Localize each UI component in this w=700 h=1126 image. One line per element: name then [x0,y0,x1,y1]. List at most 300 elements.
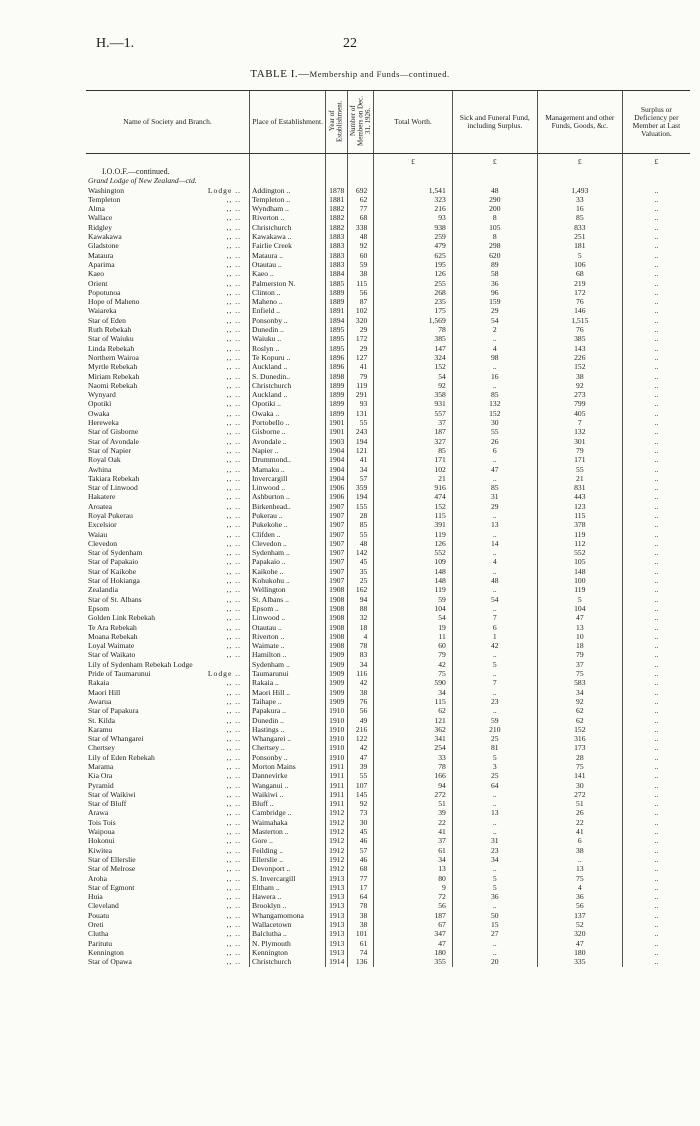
blank-cell [374,176,452,185]
place-cell: Bluff .. [250,799,326,808]
members-cell: 338 [348,223,374,232]
members-cell: 45 [348,557,374,566]
table-row [86,725,690,734]
place-cell: Christchurch [250,223,326,232]
ditto-mark: ,, .. [226,557,242,567]
surplus-cell: .. [622,418,690,427]
branch-name: Naomi Rebekah [88,380,138,390]
members-cell: 39 [348,762,374,771]
surplus-cell: .. [622,650,690,659]
place-cell: Opotiki .. [250,399,326,408]
branch-name-wrapper [88,595,247,604]
place-cell: Whangamomona [250,911,326,920]
table-row [86,511,690,520]
total-worth-cell: 79 [374,650,452,659]
ditto-mark: ,, .. [226,399,242,409]
branch-name-cell [86,325,250,334]
ditto-mark: ,, .. [226,789,242,799]
surplus-cell: .. [622,585,690,594]
branch-name-wrapper [88,623,247,632]
table-row [86,743,690,752]
page-number: 22 [343,36,357,51]
branch-name: Star of Waiuku [88,334,134,344]
sick-fund-cell: 16 [452,372,537,381]
place-cell: Hawera .. [250,892,326,901]
unit-sick-fund: £ [452,154,537,168]
sick-fund-cell: .. [452,901,537,910]
members-cell: 107 [348,781,374,790]
total-worth-cell: 931 [374,399,452,408]
branch-name-cell [86,213,250,222]
table-row [86,716,690,725]
members-cell: 60 [348,251,374,260]
year-cell: 1913 [326,901,348,910]
table-row [86,585,690,594]
total-worth-cell: 474 [374,492,452,501]
branch-name: Waiau [88,529,108,539]
surplus-cell: .. [622,688,690,697]
units-blank [348,154,374,168]
branch-name: Opotiki [88,399,112,409]
col-header-members-text: Number of Members on Dec. 31, 1926. [349,96,373,146]
branch-name: Takiara Rebekah [88,473,140,483]
branch-name: Excelsior [88,520,117,530]
branch-name-cell [86,957,250,966]
total-worth-cell: 324 [374,353,452,362]
year-cell: 1907 [326,576,348,585]
branch-name-wrapper [88,678,247,687]
branch-name: Linda Rebekah [88,343,135,353]
blank-cell [348,176,374,185]
sick-fund-cell: 152 [452,409,537,418]
sick-fund-cell: .. [452,818,537,827]
branch-name: Star of Bluff [88,799,127,809]
management-cell: 272 [537,790,622,799]
year-cell: 1909 [326,688,348,697]
branch-name-cell [86,520,250,529]
branch-name: Hakatere [88,492,116,502]
members-cell: 68 [348,213,374,222]
branch-name: Star of Avondale [88,436,139,446]
branch-name: Golden Link Rebekah [88,613,156,623]
management-cell: 34 [537,688,622,697]
year-cell: 1908 [326,613,348,622]
branch-name-wrapper [88,576,247,585]
management-cell: 76 [537,297,622,306]
ditto-mark: ,, .. [226,520,242,530]
surplus-cell: .. [622,911,690,920]
ditto-mark: ,, .. [226,910,242,920]
total-worth-cell: 115 [374,511,452,520]
table-row [86,864,690,873]
total-worth-cell: 93 [374,213,452,222]
branch-name-wrapper [88,409,247,418]
place-cell: Wellington [250,585,326,594]
place-cell: Maheno .. [250,297,326,306]
total-worth-cell: 75 [374,669,452,678]
ditto-mark: ,, .. [226,882,242,892]
table-row [86,892,690,901]
branch-name-wrapper [88,334,247,343]
branch-name-cell [86,306,250,315]
surplus-cell: .. [622,706,690,715]
surplus-cell: .. [622,808,690,817]
members-cell: 77 [348,874,374,883]
total-worth-cell: 121 [374,716,452,725]
total-worth-cell: 119 [374,530,452,539]
branch-name-wrapper [88,372,247,381]
surplus-cell: .. [622,204,690,213]
branch-name-cell [86,641,250,650]
surplus-cell: .. [622,260,690,269]
sick-fund-cell: 1 [452,632,537,641]
surplus-cell: .. [622,427,690,436]
year-cell: 1911 [326,790,348,799]
management-cell: 219 [537,279,622,288]
place-cell: S. Invercargill [250,874,326,883]
table-row [86,502,690,511]
sick-fund-cell: .. [452,585,537,594]
branch-name-cell [86,855,250,864]
surplus-cell: .. [622,604,690,613]
sick-fund-cell: 3 [452,762,537,771]
total-worth-cell: 37 [374,836,452,845]
place-cell: Morton Mains [250,762,326,771]
surplus-cell: .. [622,716,690,725]
members-cell: 172 [348,334,374,343]
place-cell: Mamaku .. [250,465,326,474]
sick-fund-cell: 54 [452,316,537,325]
branch-name: Maori Hill [88,687,121,697]
sick-fund-cell: 30 [452,418,537,427]
ditto-mark: ,, .. [226,566,242,576]
total-worth-cell: 34 [374,855,452,864]
sick-fund-cell: 132 [452,399,537,408]
surplus-cell: .. [622,948,690,957]
ditto-mark: ,, .. [226,492,242,502]
branch-name-cell [86,483,250,492]
year-cell: 1907 [326,557,348,566]
management-cell: 799 [537,399,622,408]
table-row [86,846,690,855]
ditto-mark: ,, .. [226,548,242,558]
branch-name-wrapper [88,846,247,855]
branch-name-cell [86,334,250,343]
branch-name-wrapper [88,539,247,548]
total-worth-cell: 37 [374,418,452,427]
surplus-cell: .. [622,409,690,418]
total-worth-cell: 11 [374,632,452,641]
management-cell: 251 [537,232,622,241]
sick-fund-cell: 6 [452,446,537,455]
table-row [86,818,690,827]
table-row [86,381,690,390]
members-cell: 359 [348,483,374,492]
blank-cell [622,176,690,185]
branch-name-wrapper [88,771,247,780]
year-cell: 1909 [326,660,348,669]
branch-name-cell [86,390,250,399]
members-cell: 79 [348,372,374,381]
sick-fund-cell: 31 [452,836,537,845]
place-cell: Kaikohe .. [250,567,326,576]
table-row [86,790,690,799]
branch-name-wrapper [88,669,247,678]
total-worth-cell: 259 [374,232,452,241]
place-cell: Epsom .. [250,604,326,613]
year-cell: 1894 [326,316,348,325]
year-cell: 1909 [326,650,348,659]
management-cell: 552 [537,548,622,557]
branch-name-cell [86,790,250,799]
surplus-cell: .. [622,567,690,576]
surplus-cell: .. [622,725,690,734]
total-worth-cell: 148 [374,567,452,576]
place-cell: Masterton .. [250,827,326,836]
place-cell: Ponsonby .. [250,316,326,325]
management-cell: 132 [537,427,622,436]
branch-name: Te Ara Rebekah [88,622,137,632]
table-row [86,706,690,715]
table-row [86,929,690,938]
members-cell: 194 [348,492,374,501]
members-cell: 94 [348,595,374,604]
surplus-cell: .. [622,660,690,669]
branch-name-wrapper [88,251,247,260]
members-cell: 92 [348,799,374,808]
ditto-mark: ,, .. [226,715,242,725]
surplus-cell: .. [622,241,690,250]
blank-cell [374,167,452,176]
table-row [86,288,690,297]
table-row [86,279,690,288]
branch-name-wrapper [88,279,247,288]
place-cell: Avondale .. [250,437,326,446]
total-worth-cell: 22 [374,818,452,827]
ditto-mark: ,, .. [226,650,242,660]
branch-name-wrapper [88,325,247,334]
members-cell: 85 [348,520,374,529]
ditto-mark: ,, .. [226,380,242,390]
surplus-cell: .. [622,251,690,260]
place-cell: Waimate .. [250,641,326,650]
ditto-mark: ,, .. [226,808,242,818]
members-cell: 28 [348,511,374,520]
branch-name: Rakaia [88,678,110,688]
members-cell: 59 [348,260,374,269]
place-cell: Riverton .. [250,632,326,641]
branch-name-wrapper [88,437,247,446]
management-cell: 33 [537,195,622,204]
year-cell: 1896 [326,362,348,371]
year-cell: 1896 [326,353,348,362]
col-header-sick-fund: Sick and Funeral Fund, including Surplus. [452,91,537,154]
sick-fund-cell: .. [452,688,537,697]
members-cell: 56 [348,706,374,715]
total-worth-cell: 34 [374,688,452,697]
members-cell: 46 [348,855,374,864]
members-cell: 62 [348,195,374,204]
ditto-mark: ,, .. [226,538,242,548]
members-cell: 122 [348,734,374,743]
place-cell: Linwood .. [250,613,326,622]
place-cell: Waimahaka [250,818,326,827]
year-cell: 1891 [326,306,348,315]
ditto-mark: ,, .. [226,334,242,344]
table-row [86,251,690,260]
total-worth-cell: 42 [374,660,452,669]
management-cell: 79 [537,446,622,455]
members-cell: 77 [348,204,374,213]
year-cell: 1882 [326,223,348,232]
branch-name-wrapper [88,427,247,436]
members-cell: 87 [348,297,374,306]
ditto-mark: ,, .. [226,762,242,771]
branch-name-cell [86,901,250,910]
total-worth-cell: 147 [374,344,452,353]
management-cell: 385 [537,334,622,343]
management-cell: 41 [537,827,622,836]
ditto-mark: ,, .. [226,594,242,604]
branch-name: Myrtle Rebekah [88,362,138,372]
branch-name: Aroha [88,873,107,883]
year-cell: 1904 [326,455,348,464]
branch-name-cell [86,557,250,566]
branch-name-cell [86,427,250,436]
ditto-mark: ,, .. [226,315,242,325]
table-row [86,632,690,641]
place-cell: Enfield .. [250,306,326,315]
members-cell: 291 [348,390,374,399]
sick-fund-cell: 42 [452,641,537,650]
surplus-cell: .. [622,641,690,650]
table-row [86,390,690,399]
branch-name: Lily of Eden Rebekah [88,752,155,762]
surplus-cell: .. [622,557,690,566]
members-cell: 78 [348,901,374,910]
year-cell: 1912 [326,855,348,864]
ditto-mark: ,, .. [226,603,242,613]
sick-fund-cell: 50 [452,911,537,920]
branch-name-wrapper [88,650,247,659]
sick-fund-cell: 98 [452,353,537,362]
table-row [86,660,690,669]
year-cell: 1912 [326,808,348,817]
management-cell: 55 [537,465,622,474]
sick-fund-cell: 31 [452,492,537,501]
members-cell: 29 [348,344,374,353]
surplus-cell: .. [622,827,690,836]
branch-name: Star of Egmont [88,882,135,892]
total-worth-cell: 255 [374,279,452,288]
branch-name-cell [86,279,250,288]
table-row [86,483,690,492]
branch-name-wrapper [88,901,247,910]
ditto-mark: ,, .. [226,352,242,362]
ditto-mark: Lodge .. [207,669,242,679]
branch-name: St. Kilda [88,715,116,725]
col-header-surplus: Surplus or Deficiency per Member at Last Valuation. [622,91,690,154]
total-worth-cell: 327 [374,437,452,446]
branch-name: Star of Eden [88,315,126,325]
sick-fund-cell: 7 [452,613,537,622]
members-cell: 216 [348,725,374,734]
sick-fund-cell: 47 [452,465,537,474]
year-cell: 1914 [326,957,348,966]
section-title: I.O.O.F.—continued. [102,167,170,176]
members-cell: 83 [348,650,374,659]
table-row [86,669,690,678]
ditto-mark: ,, .. [226,259,242,269]
surplus-cell: .. [622,678,690,687]
branch-name: Oreti [88,920,104,930]
place-cell: Cambridge .. [250,808,326,817]
ditto-mark: ,, .. [226,706,242,716]
total-worth-cell: 126 [374,269,452,278]
management-cell: 7 [537,418,622,427]
management-cell: 76 [537,325,622,334]
sick-fund-cell: .. [452,474,537,483]
table-row [86,213,690,222]
branch-name-cell [86,186,250,195]
ditto-mark: ,, .. [226,864,242,874]
place-cell: N. Plymouth [250,939,326,948]
management-cell: 10 [537,632,622,641]
branch-name-cell [86,567,250,576]
year-cell: 1884 [326,269,348,278]
members-cell: 42 [348,678,374,687]
table-row [86,883,690,892]
surplus-cell: .. [622,846,690,855]
ditto-mark: ,, .. [226,641,242,651]
branch-name-wrapper [88,195,247,204]
ditto-mark: ,, .. [226,845,242,855]
surplus-cell: .. [622,399,690,408]
surplus-cell: .. [622,855,690,864]
management-cell: 5 [537,595,622,604]
branch-name-cell [86,604,250,613]
management-cell: 92 [537,381,622,390]
branch-name: Aroatea [88,501,113,511]
ditto-mark: ,, .. [226,920,242,930]
ditto-mark: ,, .. [226,510,242,520]
sick-fund-cell: 89 [452,260,537,269]
branch-name: Royal Oak [88,455,121,465]
management-cell: 115 [537,511,622,520]
branch-name-wrapper [88,520,247,529]
place-cell: Auckland .. [250,362,326,371]
management-cell: 137 [537,911,622,920]
branch-name-wrapper [88,530,247,539]
members-cell: 46 [348,836,374,845]
year-cell: 1911 [326,762,348,771]
table-row [86,306,690,315]
total-worth-cell: 254 [374,743,452,752]
table-row [86,548,690,557]
ditto-mark: ,, .. [226,362,242,372]
surplus-cell: .. [622,734,690,743]
branch-name-wrapper [88,474,247,483]
total-worth-cell: 56 [374,901,452,910]
total-worth-cell: 9 [374,883,452,892]
year-cell: 1908 [326,641,348,650]
branch-name: Star of Ellerslie [88,854,136,864]
sick-fund-cell: 64 [452,781,537,790]
ditto-mark: ,, .. [226,827,242,837]
table-row [86,688,690,697]
ditto-mark: ,, .. [226,957,242,967]
members-cell: 64 [348,892,374,901]
